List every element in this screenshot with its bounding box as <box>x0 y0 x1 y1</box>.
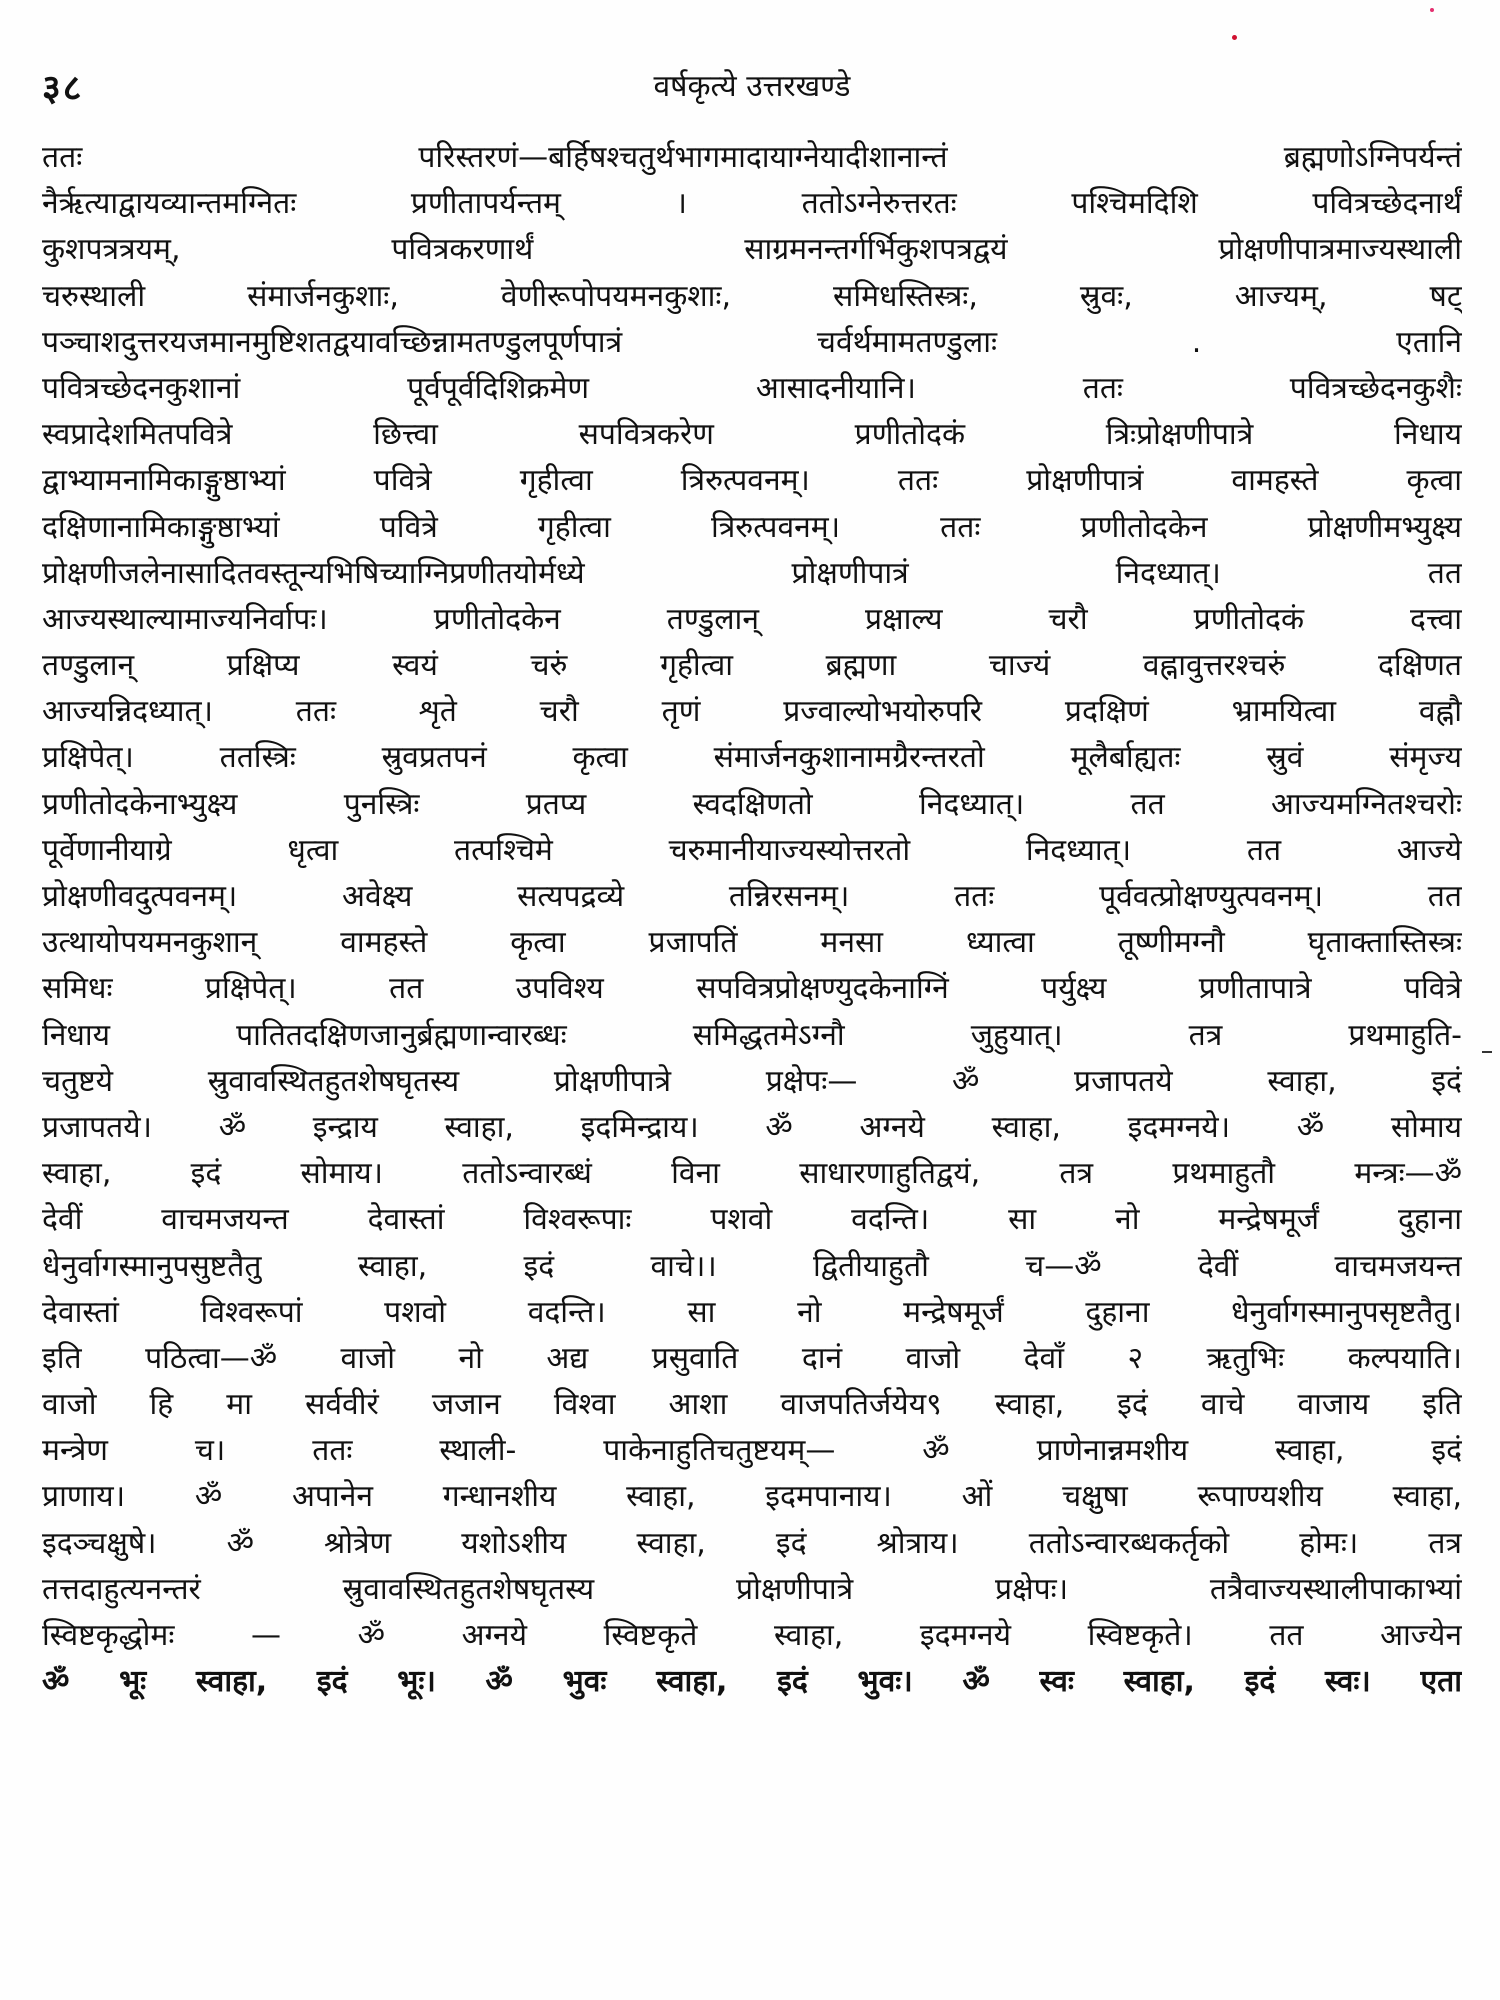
ink-speck <box>1430 8 1434 12</box>
body-text <box>42 135 1462 1975</box>
text-line: मन्त्रेण च। ततः स्थाली- पाकेनाहुतिचतुष्टयम्— ॐ प्राणेनान्नमशीय स्वाहा, इदं <box>42 1433 1462 1469</box>
text-line: पञ्चाशदुत्तरयजमानमुष्टिशतद्वयावच्छिन्नामतण्डुलपूर्णपात्रं चर्वर्थमामतण्डुलाः . एतानि <box>42 324 1462 360</box>
text-line: ॐ भूः स्वाहा, इदं भूः। ॐ भुवः स्वाहा, इदं भुवः। ॐ स्वः स्वाहा, इदं स्वः। एता <box>42 1664 1462 1700</box>
text-line: तत्तदाहुत्यनन्तरं स्रुवावस्थितहुतशेषघृतस्य प्रोक्षणीपात्रे प्रक्षेपः। तत्रैवाज्यस्थालीपाकाभ्यां <box>42 1571 1462 1607</box>
text-line: धेनुर्वागस्मानुपसुष्टतैतु स्वाहा, इदं वाचे।। द्वितीयाहुतौ च—ॐ देवीं वाचमजयन्त <box>42 1248 1462 1284</box>
text-line: प्राणाय। ॐ अपानेन गन्धानशीय स्वाहा, इदमपानाय। ओं चक्षुषा रूपाण्यशीय स्वाहा, <box>42 1479 1462 1515</box>
text-line: पूर्वेणानीयाग्रे धृत्वा तत्पश्चिमे चरुमानीयाज्यस्योत्तरतो निदध्यात्। तत आज्ये <box>42 832 1462 868</box>
text-line: दक्षिणानामिकाङ्गुष्ठाभ्यां पवित्रे गृहीत्वा त्रिरुत्पवनम्। ततः प्रणीतोदकेन प्रोक्षणीमभ्युक्ष्य <box>42 509 1462 545</box>
text-line: देवीं वाचमजयन्त देवास्तां विश्वरूपाः पशवो वदन्ति। सा नो मन्द्रेषमूर्जं दुहाना <box>42 1202 1462 1238</box>
text-line: स्वाहा, इदं सोमाय। ततोऽन्वारब्धं विना साधारणाहुतिद्वयं, तत्र प्रथमाहुतौ मन्त्रः—ॐ <box>42 1156 1462 1192</box>
text-line: इति पठित्वा—ॐ वाजो नो अद्य प्रसुवाति दानं वाजो देवाँ २ ऋतुभिः कल्पयाति। <box>42 1340 1462 1376</box>
text-line: इदञ्चक्षुषे। ॐ श्रोत्रेण यशोऽशीय स्वाहा, इदं श्रोत्राय। ततोऽन्वारब्धकर्तृको होमः। तत्र <box>42 1525 1462 1561</box>
page-header <box>42 62 1462 122</box>
text-line: कुशपत्रत्रयम्, पवित्रकरणार्थं साग्रमनन्तर्गर्भिकुशपत्रद्वयं प्रोक्षणीपात्रमाज्यस्थाली <box>42 232 1462 268</box>
text-line: वाजो हि मा सर्ववीरं जजान विश्वा आशा वाजपतिर्जयेय९ स्वाहा, इदं वाचे वाजाय इति <box>42 1387 1462 1423</box>
text-line: प्रणीतोदकेनाभ्युक्ष्य पुनस्त्रिः प्रतप्य स्वदक्षिणतो निदध्यात्। तत आज्यमग्नितश्चरोः <box>42 786 1462 822</box>
text-line: प्रोक्षणीजलेनासादितवस्तून्यभिषिच्याग्निप्रणीतयोर्मध्ये प्रोक्षणीपात्रं निदध्यात्। तत <box>42 555 1462 591</box>
text-line: स्विष्टकृद्धोमः — ॐ अग्नये स्विष्टकृते स्वाहा, इदमग्नये स्विष्टकृते। तत आज्येन <box>42 1618 1462 1653</box>
running-title: वर्षकृत्ये उत्तरखण्डे <box>653 69 851 104</box>
text-line: समिधः प्रक्षिपेत्। तत उपविश्य सपवित्रप्रोक्षण्युदकेनाग्निं पर्युक्ष्य प्रणीतापात्रे पवित्रे <box>42 971 1462 1007</box>
text-line: उत्थायोपयमनकुशान् वामहस्ते कृत्वा प्रजापतिं मनसा ध्यात्वा तूष्णीमग्नौ घृताक्तास्तिस्त्रः <box>42 925 1462 961</box>
text-line: प्रक्षिपेत्। ततस्त्रिः स्रुवप्रतपनं कृत्वा संमार्जनकुशानामग्रैरन्तरतो मूलैर्बाह्यतः स्रुवं संमृज्य <box>42 740 1462 776</box>
margin-mark <box>1482 1051 1492 1053</box>
text-line: आज्यस्थाल्यामाज्यनिर्वापः। प्रणीतोदकेन तण्डुलान् प्रक्षाल्य चरौ प्रणीतोदकं दत्त्वा <box>42 601 1462 637</box>
text-line: ततः परिस्तरणं—बर्हिषश्चतुर्थभागमादायाग्नेयादीशानान्तं ब्रह्मणोऽग्निपर्यन्तं <box>42 140 1462 175</box>
text-line: चरुस्थाली संमार्जनकुशाः, वेणीरूपोपयमनकुशाः, समिधस्तिस्त्रः, स्रुवः, आज्यम्, षट् <box>42 278 1462 314</box>
text-line: चतुष्टये स्रुवावस्थितहुतशेषघृतस्य प्रोक्षणीपात्रे प्रक्षेपः— ॐ प्रजापतये स्वाहा, इदं <box>42 1063 1462 1099</box>
page-number: ३८ <box>42 68 84 109</box>
text-line: स्वप्रादेशमितपवित्रे छित्त्वा सपवित्रकरेण प्रणीतोदकं त्रिःप्रोक्षणीपात्रे निधाय <box>42 417 1462 453</box>
text-line: द्वाभ्यामनामिकाङ्गुष्ठाभ्यां पवित्रे गृहीत्वा त्रिरुत्पवनम्। ततः प्रोक्षणीपात्रं वामहस्ते कृत्वा <box>42 463 1462 499</box>
text-line: तण्डुलान् प्रक्षिप्य स्वयं चरुं गृहीत्वा ब्रह्मणा चाज्यं वह्नावुत्तरश्चरुं दक्षिणत <box>42 648 1462 684</box>
text-line: निधाय पातितदक्षिणजानुर्ब्रह्मणान्वारब्धः समिद्धतमेऽग्नौ जुहुयात्। तत्र प्रथमाहुति- <box>42 1017 1462 1053</box>
text-line: आज्यन्निदध्यात्। ततः शृते चरौ तृणं प्रज्वाल्योभयोरुपरि प्रदक्षिणं भ्रामयित्वा वह्नौ <box>42 694 1462 730</box>
text-line: प्रजापतये। ॐ इन्द्राय स्वाहा, इदमिन्द्राय। ॐ अग्नये स्वाहा, इदमग्नये। ॐ सोमाय <box>42 1109 1462 1145</box>
text-line: देवास्तां विश्वरूपां पशवो वदन्ति। सा नो मन्द्रेषमूर्जं दुहाना धेनुर्वागस्मानुपसृष्टतैतु। <box>42 1294 1462 1330</box>
text-line: पवित्रच्छेदनकुशानां पूर्वपूर्वदिशिक्रमेण आसादनीयानि। ततः पवित्रच्छेदनकुशैः <box>42 370 1462 406</box>
ink-speck <box>1232 35 1237 40</box>
text-line: नैर्ऋत्याद्वायव्यान्तमग्नितः प्रणीतापर्यन्तम् । ततोऽग्नेरुत्तरतः पश्चिमदिशि पवित्रच्छेदनार्थं <box>42 186 1462 222</box>
text-line: प्रोक्षणीवदुत्पवनम्। अवेक्ष्य सत्यपद्रव्ये तन्निरसनम्। ततः पूर्ववत्प्रोक्षण्युत्पवनम्। तत <box>42 879 1462 914</box>
